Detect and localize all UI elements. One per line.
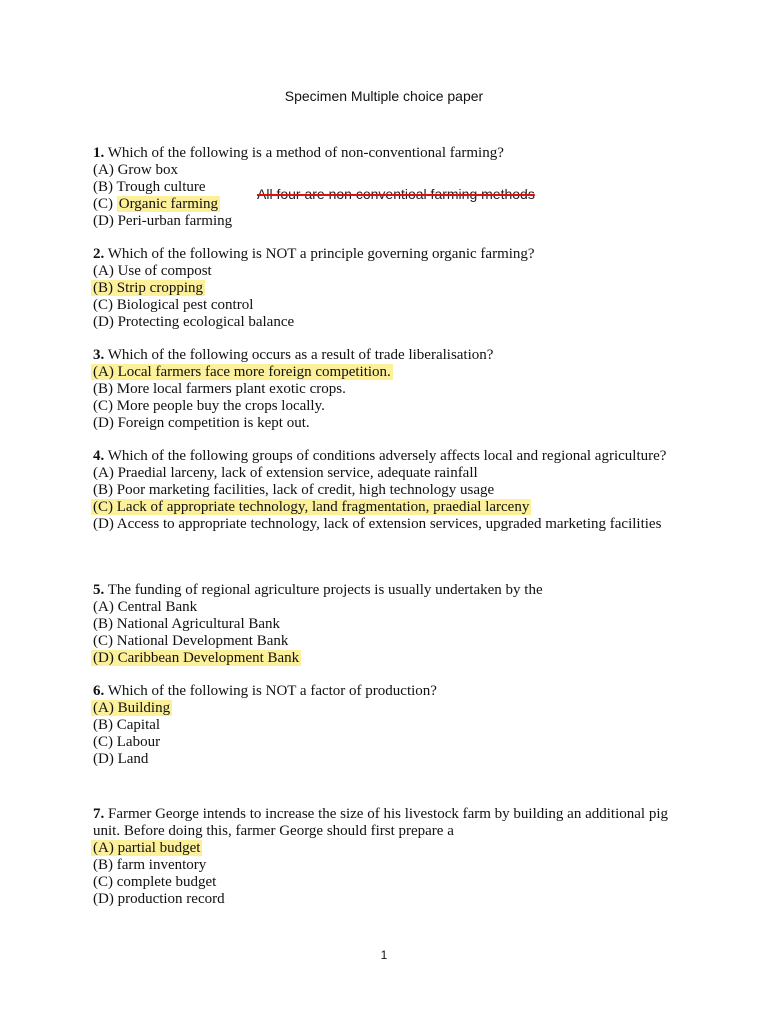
option-d: (D) production record bbox=[93, 890, 225, 907]
question-2 bbox=[93, 246, 683, 331]
question-5-stem bbox=[93, 582, 683, 599]
option-c: (C) More people buy the crops locally. bbox=[93, 397, 325, 414]
answer-highlight: (B) Strip cropping bbox=[93, 279, 203, 296]
answer-highlight: (D) Caribbean Development Bank bbox=[93, 649, 300, 666]
option-c: (C) National Development Bank bbox=[93, 632, 289, 649]
option-c: (C) complete budget bbox=[93, 873, 217, 890]
question-text: Farmer George intends to increase the size of his livestock farm by building an additional pig bbox=[104, 806, 668, 822]
option-a bbox=[93, 700, 683, 717]
option-a: (A) Grow box bbox=[93, 161, 178, 178]
question-2-stem bbox=[93, 246, 683, 263]
question-text: Which of the following occurs as a result of trade liberalisation? bbox=[104, 347, 494, 363]
question-number: 3. bbox=[93, 347, 105, 363]
answer-highlight: Organic farming bbox=[118, 195, 219, 212]
question-4-stem bbox=[93, 448, 683, 465]
option-d: (D) Peri-urban farming bbox=[93, 212, 233, 229]
question-3-stem bbox=[93, 347, 683, 364]
question-number: 5. bbox=[93, 582, 105, 598]
option-a bbox=[93, 840, 683, 857]
option-b: (B) National Agricultural Bank bbox=[93, 615, 281, 632]
question-4 bbox=[93, 448, 683, 533]
question-7-stem bbox=[93, 806, 683, 823]
option-c: (C) Organic farming bbox=[93, 195, 219, 212]
question-text: Which of the following is NOT a principle governing organic farming? bbox=[104, 246, 535, 262]
option-b: (B) Capital bbox=[93, 716, 161, 733]
option-a: (A) Use of compost bbox=[93, 262, 212, 279]
question-number: 2. bbox=[93, 246, 105, 262]
question-number: 4. bbox=[93, 448, 105, 464]
page-number: 1 bbox=[380, 948, 388, 962]
question-text: The funding of regional agriculture projects is usually undertaken by the bbox=[104, 582, 543, 598]
question-text: Which of the following is NOT a factor of production? bbox=[104, 683, 437, 699]
question-text: Which of the following groups of conditions adversely affects local and regional agriculture? bbox=[104, 448, 667, 464]
option-c bbox=[93, 499, 683, 516]
option-d: (D) Access to appropriate technology, lack of extension services, upgraded marketing facilities bbox=[93, 515, 662, 532]
question-number: 1. bbox=[93, 145, 105, 161]
page-title: Specimen Multiple choice paper bbox=[284, 88, 484, 104]
option-a: (A) Central Bank bbox=[93, 598, 198, 615]
option-d: (D) Protecting ecological balance bbox=[93, 313, 295, 330]
option-c: (C) Biological pest control bbox=[93, 296, 254, 313]
question-3 bbox=[93, 347, 683, 432]
question-text: Which of the following is a method of non-conventional farming? bbox=[104, 145, 504, 161]
option-a: (A) Praedial larceny, lack of extension service, adequate rainfall bbox=[93, 464, 478, 481]
option-d: (D) Land bbox=[93, 750, 149, 767]
option-d: (D) Foreign competition is kept out. bbox=[93, 414, 310, 431]
option-b bbox=[93, 280, 683, 297]
option-b: (B) Trough culture bbox=[93, 178, 206, 195]
question-6 bbox=[93, 683, 683, 768]
question-number: 6. bbox=[93, 683, 105, 699]
option-b: (B) More local farmers plant exotic crops. bbox=[93, 380, 346, 397]
answer-highlight: (A) Building bbox=[93, 699, 171, 716]
question-7-stem-continued: unit. Before doing this, farmer George should first prepare a bbox=[93, 822, 454, 839]
option-b: (B) farm inventory bbox=[93, 856, 207, 873]
strikethrough-annotation: All four are non conventioal farming methods bbox=[257, 186, 535, 202]
option-a bbox=[93, 364, 683, 381]
question-number: 7. bbox=[93, 806, 105, 822]
answer-highlight: (A) Local farmers face more foreign competition. bbox=[93, 363, 391, 380]
question-1-stem bbox=[93, 145, 683, 162]
question-7 bbox=[93, 806, 683, 907]
question-6-stem bbox=[93, 683, 683, 700]
answer-highlight: (C) Lack of appropriate technology, land fragmentation, praedial larceny bbox=[93, 498, 530, 515]
option-d bbox=[93, 650, 683, 667]
option-c: (C) Labour bbox=[93, 733, 161, 750]
answer-highlight: (A) partial budget bbox=[93, 839, 201, 856]
question-5 bbox=[93, 582, 683, 667]
option-b: (B) Poor marketing facilities, lack of credit, high technology usage bbox=[93, 481, 495, 498]
